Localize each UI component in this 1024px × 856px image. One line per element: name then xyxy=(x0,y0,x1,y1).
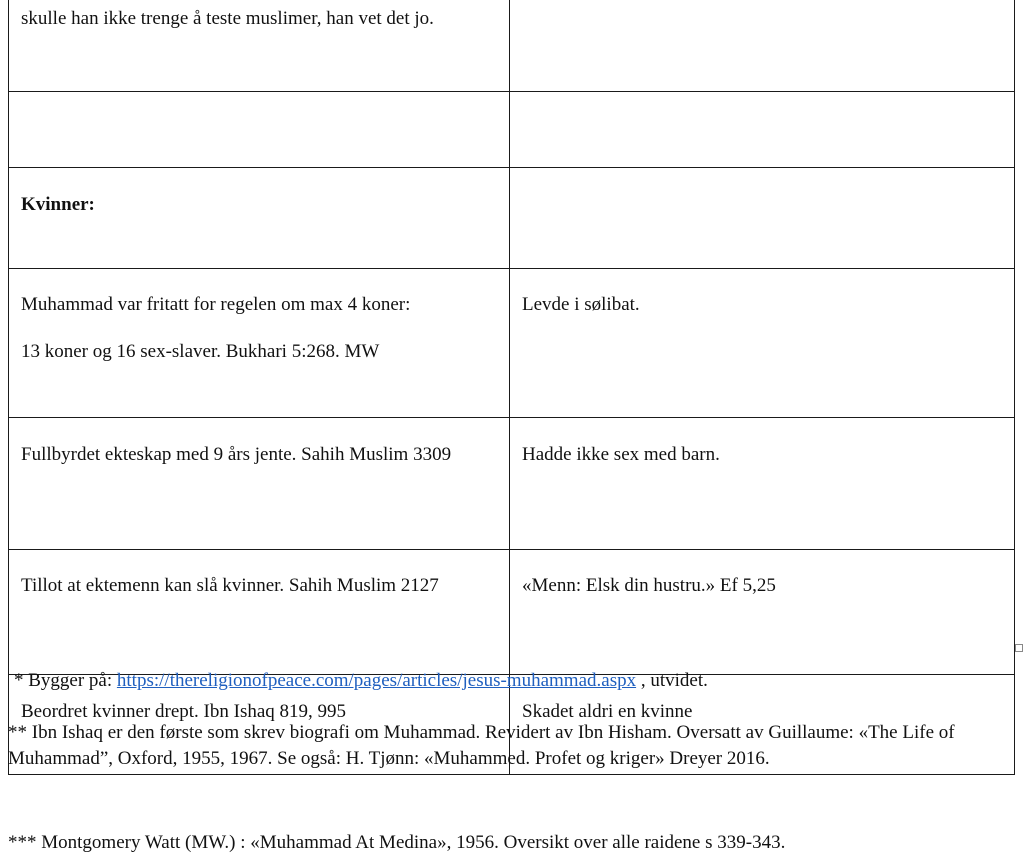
cell-text: Hadde ikke sex med barn. xyxy=(522,444,720,465)
footnote-1-prefix: * Bygger på: xyxy=(14,670,117,691)
cell-text: Beordret kvinner drept. Ibn Ishaq 819, 995 xyxy=(21,701,347,722)
cell-text: Fullbyrdet ekteskap med 9 års jente. Sahih Muslim 3309 xyxy=(21,444,452,465)
footnote-3: *** Montgomery Watt (MW.) : «Muhammad At Medina», 1956. Oversikt over alle raidene s 339-343. xyxy=(8,832,786,853)
table-row xyxy=(9,550,1015,675)
section-heading: Kvinner: xyxy=(21,194,95,215)
comparison-table xyxy=(8,0,1015,775)
table-cell-right[interactable] xyxy=(510,269,1015,418)
table-cell-left[interactable] xyxy=(9,418,510,550)
source-link[interactable]: https://thereligionofpeace.com/pages/articles/jesus-muhammad.aspx xyxy=(116,670,637,691)
section-heading-cell[interactable] xyxy=(9,168,510,269)
footnote-1 xyxy=(14,668,1020,694)
cell-text: Levde i sølibat. xyxy=(522,294,640,315)
cell-text: Muhammad var fritatt for regelen om max 4 koner: xyxy=(21,294,411,315)
table-cell-right[interactable] xyxy=(510,418,1015,550)
table-cell-left[interactable] xyxy=(9,269,510,418)
table-cell-left[interactable] xyxy=(9,550,510,675)
table-row xyxy=(9,269,1015,418)
table-cell-right[interactable] xyxy=(510,550,1015,675)
table-cell-right[interactable] xyxy=(510,92,1015,168)
cell-text: Skadet aldri en kvinne xyxy=(522,701,693,722)
table-row xyxy=(9,92,1015,168)
cell-text: 13 koner og 16 sex-slaver. Bukhari 5:268. MW xyxy=(21,341,380,362)
cell-text: Tillot at ektemenn kan slå kvinner. Sahih Muslim 2127 xyxy=(21,575,439,596)
table-row xyxy=(9,168,1015,269)
table-row xyxy=(9,0,1015,92)
cell-text: «Menn: Elsk din hustru.» Ef 5,25 xyxy=(522,575,776,596)
table-resize-handle[interactable] xyxy=(1015,644,1023,652)
table-row xyxy=(9,418,1015,550)
cell-text: skulle han ikke trenge å teste muslimer, han vet det jo. xyxy=(21,8,434,29)
table-cell-left[interactable] xyxy=(9,92,510,168)
footnote-2: ** Ibn Ishaq er den første som skrev biografi om Muhammad. Revidert av Ibn Hisham. Oversatt av Guillaume: «The Life of Muhammad”, Oxford, 1955, 1967. Se også: H. Tjønn: «Muhammed. Profet og kriger» Dreyer 2016. xyxy=(8,722,955,769)
table-cell-left[interactable] xyxy=(9,0,510,92)
footnote-1-suffix: , utvidet. xyxy=(636,670,708,691)
table-cell-right[interactable] xyxy=(510,0,1015,92)
table-cell-right[interactable] xyxy=(510,168,1015,269)
